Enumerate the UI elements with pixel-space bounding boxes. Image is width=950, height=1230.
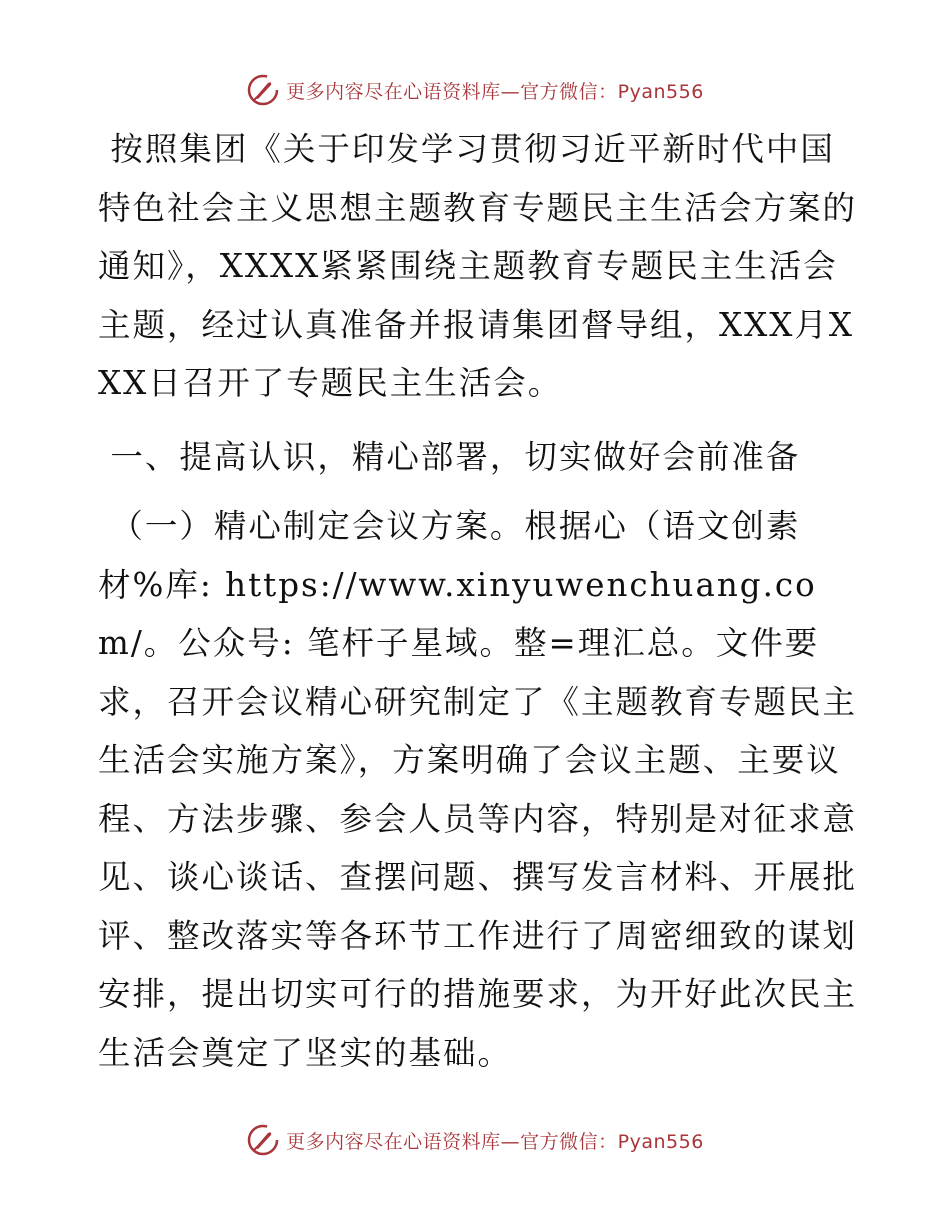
header-watermark: [0, 70, 950, 110]
watermark-text: 更多内容尽在心语资料库—官方微信：Pyan556: [286, 1130, 704, 1153]
footer-watermark: [0, 1120, 950, 1160]
section-paragraph: （一）精心制定会议方案。根据心（语文创素材%库: https://www.xinyuwenchuang.com/。公众号: 笔杆子星域。整=理汇总。文件要求，召开会议精心研究制定了《主题教育专题民主生活会实施方案》，方案明确了会议主题、主要议程、方法步骤、参会人员等内容，特别是对征求意见、谈心谈话、查摆问题、撰写发言材料、开展批评、整改落实等各环节工作进行了周密细致的谋划安排，提出切实可行的措施要求，为开好此次民主生活会奠定了坚实的基础。: [98, 507, 858, 1072]
document-body: [98, 120, 858, 1082]
intro-paragraph: 按照集团《关于印发学习贯彻习近平新时代中国特色社会主义思想主题教育专题民主生活会方案的通知》，XXXX紧紧围绕主题教育专题民主生活会主题，经过认真准备并报请集团督导组，XXX月XXX日召开了专题民主生活会。: [98, 130, 858, 402]
quill-logo-icon: [246, 1123, 280, 1157]
section-heading: 一、提高认识，精心部署，切实做好会前准备: [98, 437, 801, 476]
quill-logo-icon: [246, 73, 280, 107]
watermark-text: 更多内容尽在心语资料库—官方微信：Pyan556: [286, 80, 704, 103]
